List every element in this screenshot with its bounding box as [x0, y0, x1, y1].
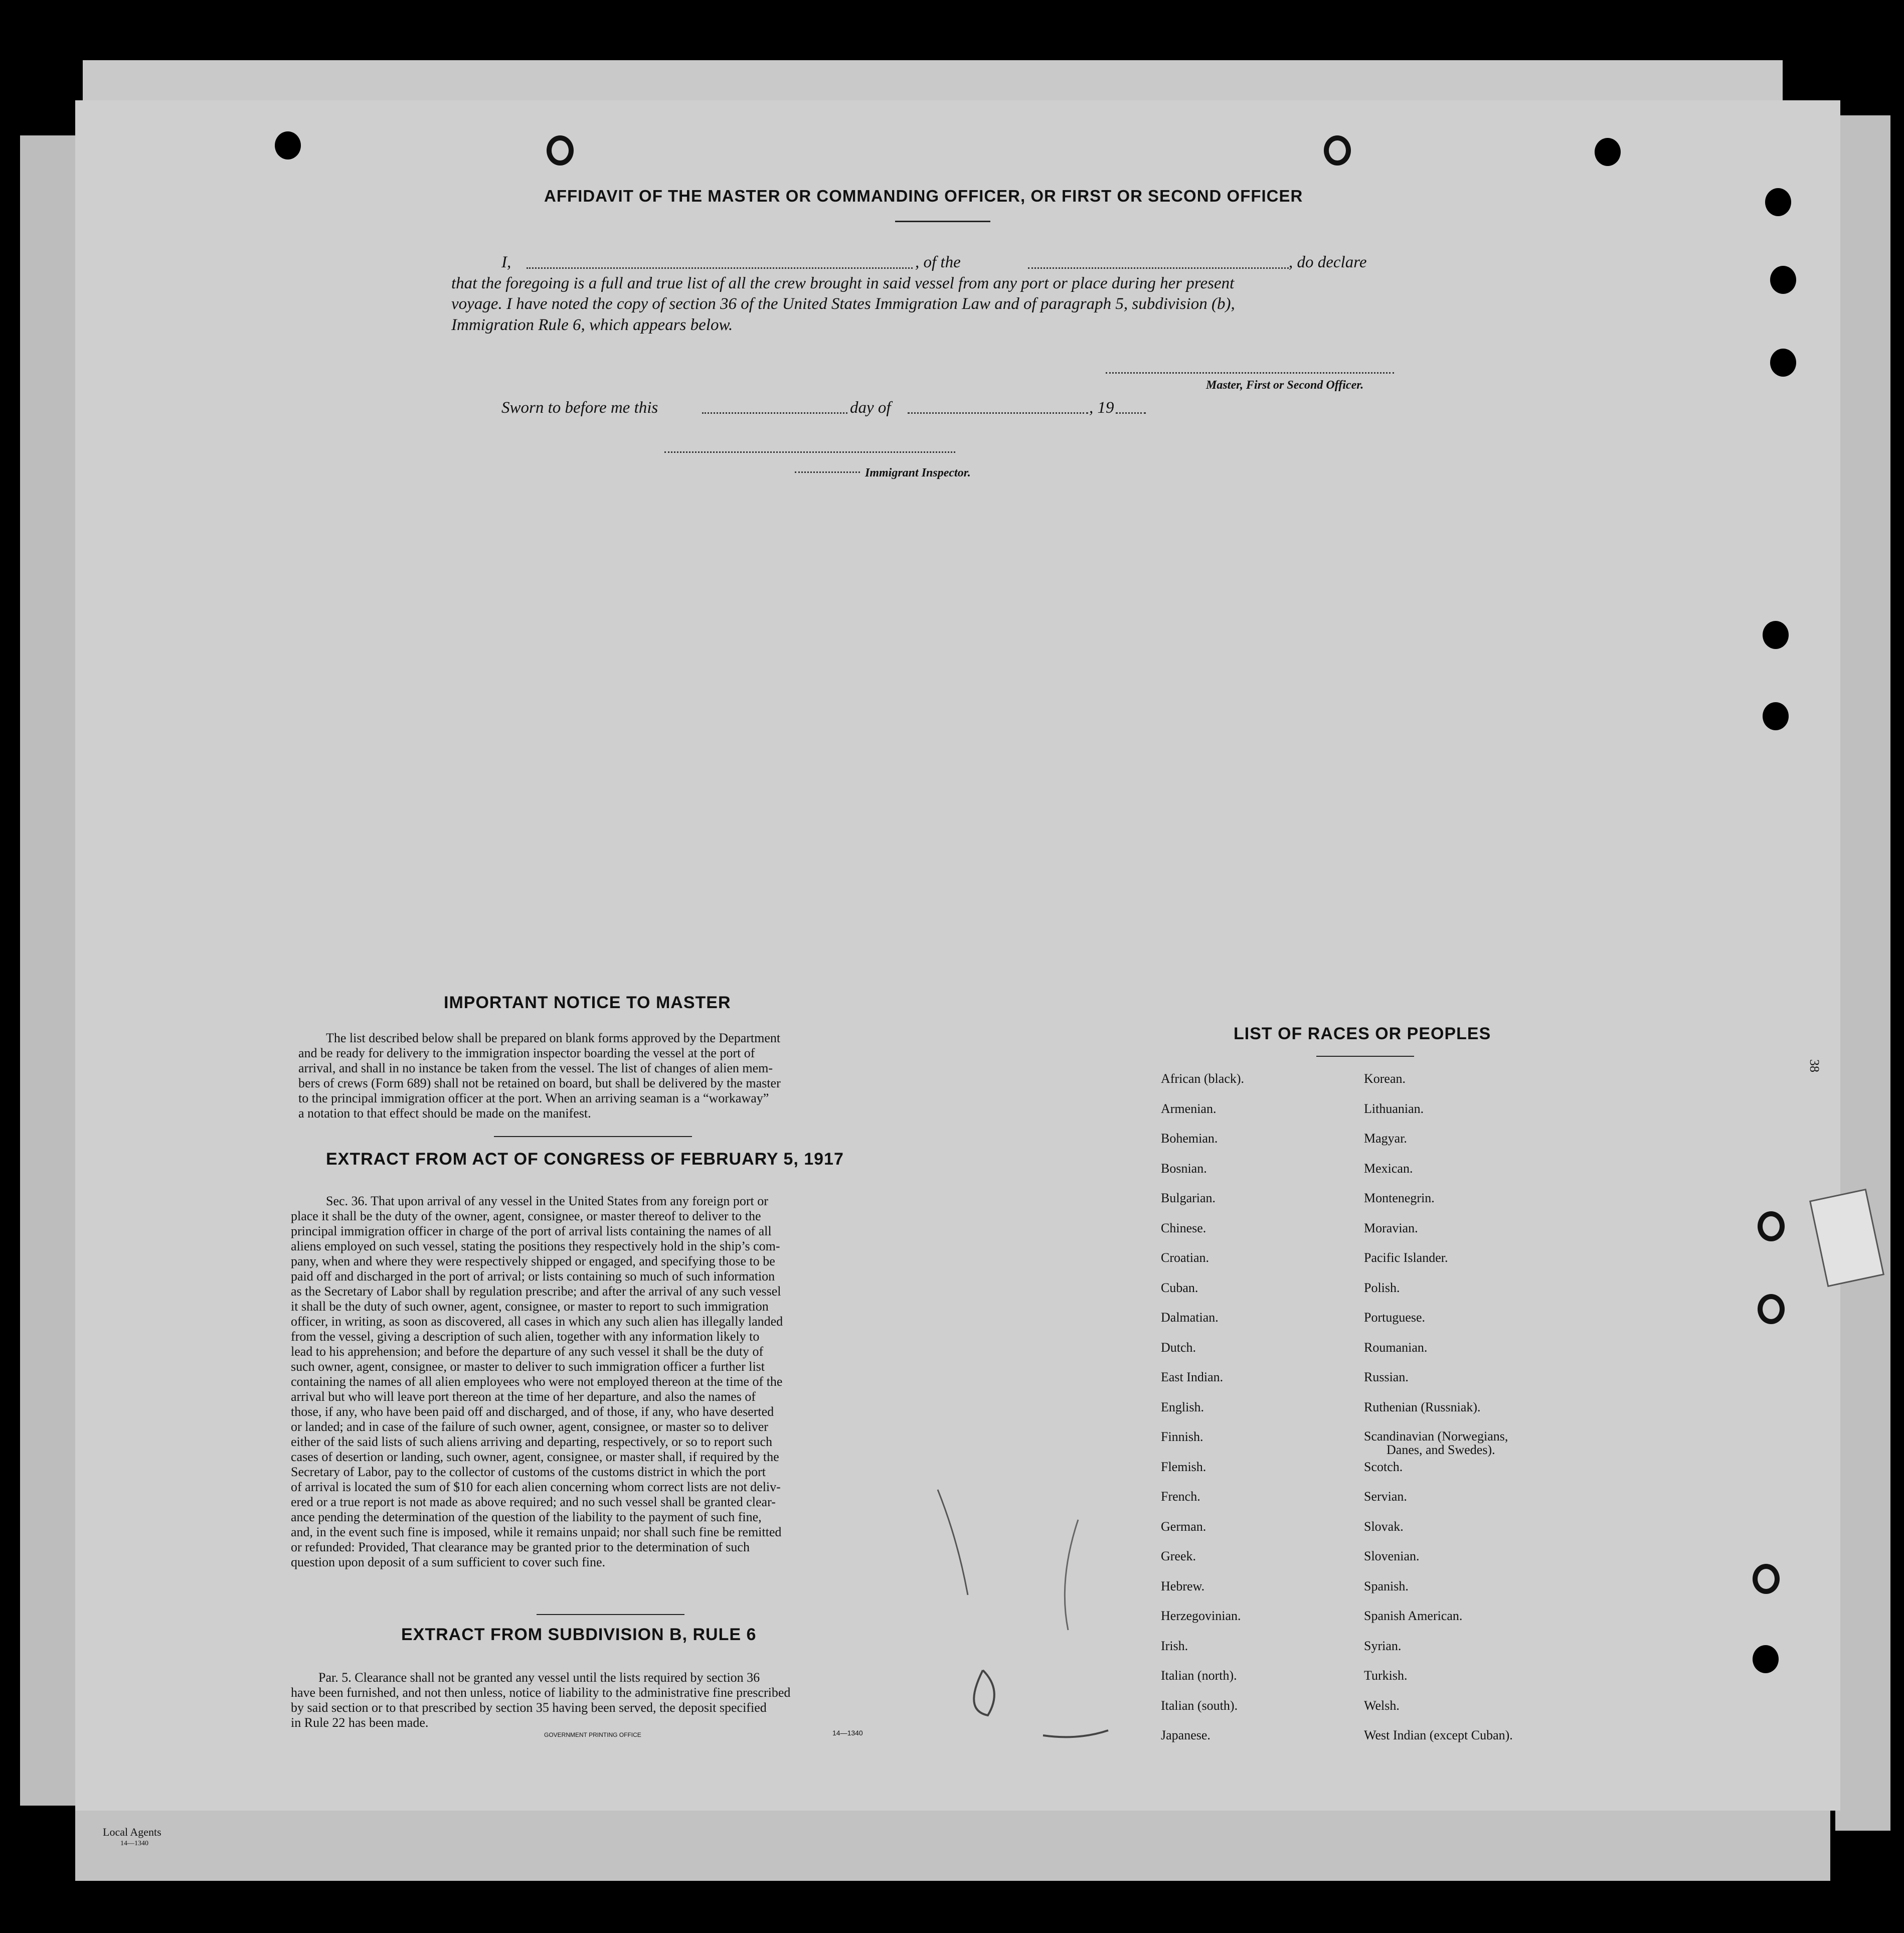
- rule-line: in Rule 22 has been made.: [291, 1715, 429, 1730]
- race-item: East Indian.: [1161, 1370, 1224, 1384]
- race-item: Bulgarian.: [1161, 1191, 1216, 1205]
- sworn-day-field[interactable]: [702, 412, 847, 414]
- act-line: question upon deposit of a sum sufficient to cover such fine.: [291, 1555, 606, 1569]
- punch-hole: [1758, 1211, 1785, 1241]
- races-right-column: [1364, 1071, 1513, 1758]
- rule-title: EXTRACT FROM SUBDIVISION B, RULE 6: [401, 1625, 757, 1644]
- inspector-signature-prefix-field[interactable]: [795, 471, 860, 473]
- race-item: Pacific Islander.: [1364, 1250, 1448, 1265]
- race-item-continuation: Danes, and Swedes).: [1387, 1442, 1495, 1457]
- race-item: Servian.: [1364, 1489, 1407, 1504]
- race-item: Portuguese.: [1364, 1310, 1426, 1325]
- rule-body: [291, 1670, 883, 1730]
- affidavit-of-the: , of the: [915, 253, 961, 271]
- sworn-year-field[interactable]: [1116, 412, 1146, 414]
- race-item: Hebrew.: [1161, 1578, 1205, 1593]
- race-item: English.: [1161, 1399, 1204, 1414]
- punch-hole: [275, 131, 301, 159]
- act-line: and, in the event such fine is imposed, while it remains unpaid; nor shall such fine be remitted: [291, 1525, 782, 1539]
- race-item: Slovenian.: [1364, 1549, 1420, 1563]
- master-signature-label: Master, First or Second Officer.: [1206, 379, 1364, 392]
- divider: [895, 221, 990, 222]
- punch-hole: [1770, 266, 1796, 294]
- vessel-name-field[interactable]: [1028, 267, 1289, 269]
- act-line: either of the said lists of such aliens arriving and departing, respectively, or so to report such: [291, 1434, 773, 1449]
- rule-line: Par. 5. Clearance shall not be granted any vessel until the lists required by section 36: [318, 1670, 760, 1685]
- race-item: Flemish.: [1161, 1459, 1206, 1474]
- race-item: Mexican.: [1364, 1161, 1413, 1176]
- race-item: Magyar.: [1364, 1131, 1407, 1146]
- inspector-signature-field[interactable]: [664, 451, 955, 453]
- act-line: officer, in writing, as soon as discovered, all cases in which any such alien has illegally landed: [291, 1314, 783, 1329]
- notice-line: and be ready for delivery to the immigration inspector boarding the vessel at the port of: [298, 1046, 755, 1060]
- race-item: Syrian.: [1364, 1638, 1402, 1653]
- race-item: Italian (south).: [1161, 1698, 1238, 1713]
- form-number: 14—1340: [832, 1729, 863, 1737]
- back-sheet-right: [1835, 115, 1890, 1831]
- act-line: those, if any, who have been paid off and discharged, and of those, if any, who have deserted: [291, 1404, 774, 1419]
- race-item: Bohemian.: [1161, 1131, 1218, 1146]
- race-item: Spanish American.: [1364, 1608, 1463, 1623]
- act-line: such owner, agent, consignee, or master to deliver to such immigration officer a further list: [291, 1359, 765, 1374]
- act-line: cases of desertion or landing, such owner, agent, consignee, or master shall, if required by the: [291, 1449, 779, 1464]
- act-line: paid off and discharged in the port of arrival; or lists containing so much of such information: [291, 1269, 775, 1283]
- affidavit-line-2: that the foregoing is a full and true list of all the crew brought in said vessel from any port or place during her present: [451, 274, 1235, 292]
- act-line: place it shall be the duty of the owner, agent, consignee, or master thereof to deliver to the: [291, 1209, 761, 1223]
- race-item: Slovak.: [1364, 1519, 1404, 1534]
- affidavit-line-4: Immigration Rule 6, which appears below.: [451, 316, 733, 334]
- notice-line: a notation to that effect should be made on the manifest.: [298, 1106, 591, 1120]
- race-item: Montenegrin.: [1364, 1191, 1435, 1205]
- race-item: Welsh.: [1364, 1698, 1400, 1713]
- act-line: as the Secretary of Labor shall by regulation prescribe; and after the arrival of any such vessel: [291, 1284, 781, 1299]
- notice-line: The list described below shall be prepared on blank forms approved by the Department: [326, 1031, 781, 1045]
- punch-hole: [1758, 1294, 1785, 1324]
- race-item-text: Scandinavian (Norwegians,: [1364, 1429, 1508, 1443]
- race-item: Dutch.: [1161, 1340, 1196, 1355]
- race-item: Turkish.: [1364, 1668, 1408, 1683]
- sworn-prefix: Sworn to before me this: [501, 399, 658, 417]
- local-agents-form: 14—1340: [120, 1840, 148, 1847]
- race-item: French.: [1161, 1489, 1200, 1504]
- race-item: Croatian.: [1161, 1250, 1209, 1265]
- act-line: Sec. 36. That upon arrival of any vessel in the United States from any foreign port or: [326, 1194, 768, 1208]
- rule-line: by said section or to that prescribed by section 35 having been served, the deposit specified: [291, 1700, 767, 1715]
- back-sheet-bottom: [75, 1806, 1830, 1881]
- race-item: Italian (north).: [1161, 1668, 1237, 1683]
- race-item: Scotch.: [1364, 1459, 1403, 1474]
- race-item: Irish.: [1161, 1638, 1188, 1653]
- race-item: [1364, 1429, 1513, 1460]
- notice-line: arrival, and shall in no instance be taken from the vessel. The list of changes of alien mem-: [298, 1061, 773, 1075]
- page-number: 38: [1807, 1059, 1822, 1072]
- sworn-day-label: day of: [850, 399, 891, 417]
- races-left-column: [1161, 1071, 1244, 1758]
- inspector-signature-label: Immigrant Inspector.: [865, 466, 971, 479]
- sworn-year-label: , 19: [1089, 399, 1114, 417]
- race-item: Polish.: [1364, 1280, 1400, 1295]
- notice-line: bers of crews (Form 689) shall not be retained on board, but shall be delivered by the master: [298, 1076, 781, 1090]
- act-line: aliens employed on such vessel, stating the positions they respectively hold in the ship’s com-: [291, 1239, 780, 1253]
- punch-hole: [1753, 1645, 1779, 1673]
- race-item: Spanish.: [1364, 1578, 1409, 1593]
- act-body: [291, 1194, 883, 1570]
- race-item: German.: [1161, 1519, 1206, 1534]
- race-item: Russian.: [1364, 1370, 1409, 1384]
- printer-imprint: GOVERNMENT PRINTING OFFICE: [544, 1731, 641, 1738]
- punch-hole: [1765, 188, 1791, 216]
- race-item: Armenian.: [1161, 1101, 1217, 1116]
- local-agents-label: Local Agents: [103, 1826, 161, 1838]
- race-item: Moravian.: [1364, 1220, 1418, 1235]
- punch-hole: [1324, 135, 1351, 166]
- affidavit-line-3: voyage. I have noted the copy of section 36 of the United States Immigration Law and of paragraph 5, subdivision (b),: [451, 295, 1235, 313]
- divider: [494, 1136, 692, 1137]
- race-item: Herzegovinian.: [1161, 1608, 1241, 1623]
- punch-hole: [1770, 349, 1796, 377]
- race-item: Ruthenian (Russniak).: [1364, 1399, 1481, 1414]
- act-line: lead to his apprehension; and before the departure of any such vessel it shall be the duty of: [291, 1344, 764, 1359]
- act-line: or refunded: Provided, That clearance may be granted prior to the determination of such: [291, 1540, 750, 1554]
- punch-hole: [1595, 138, 1621, 166]
- punch-hole: [1763, 702, 1789, 730]
- master-name-field[interactable]: [527, 267, 913, 269]
- races-title: LIST OF RACES OR PEOPLES: [1234, 1024, 1491, 1043]
- act-line: of arrival is located the sum of $10 for each alien concerning whom correct lists are not deliv-: [291, 1480, 781, 1494]
- sworn-month-field[interactable]: [908, 412, 1088, 414]
- race-item: African (black).: [1161, 1071, 1245, 1086]
- affidavit-i: I,: [501, 253, 511, 271]
- race-item: West Indian (except Cuban).: [1364, 1728, 1513, 1742]
- act-line: pany, when and where they were respectively shipped or engaged, and specifying those to be: [291, 1254, 775, 1268]
- divider: [537, 1614, 684, 1615]
- affidavit-title: AFFIDAVIT OF THE MASTER OR COMMANDING OFFICER, OR FIRST OR SECOND OFFICER: [544, 187, 1303, 205]
- punch-hole: [547, 135, 574, 166]
- act-line: from the vessel, giving a description of such alien, together with any information likely to: [291, 1329, 760, 1344]
- act-line: containing the names of all alien employees who were not employed thereon at the time of the: [291, 1374, 783, 1389]
- act-line: or landed; and in case of the failure of such owner, agent, consignee, or master so to deliver: [291, 1419, 768, 1434]
- notice-title: IMPORTANT NOTICE TO MASTER: [444, 993, 731, 1012]
- master-signature-field[interactable]: [1106, 372, 1394, 374]
- punch-hole: [1763, 621, 1789, 649]
- act-line: Secretary of Labor, pay to the collector of customs of the customs district in which the port: [291, 1465, 766, 1479]
- race-item: Cuban.: [1161, 1280, 1198, 1295]
- affidavit-declare: , do declare: [1289, 253, 1367, 271]
- race-item: Korean.: [1364, 1071, 1406, 1086]
- pencil-mark: [928, 1480, 1138, 1750]
- act-line: ered or a true report is not made as above required; and no such vessel shall be granted clear-: [291, 1495, 776, 1509]
- act-title: EXTRACT FROM ACT OF CONGRESS OF FEBRUARY 5, 1917: [326, 1150, 844, 1169]
- race-item: Roumanian.: [1364, 1340, 1428, 1355]
- race-item: Japanese.: [1161, 1728, 1210, 1742]
- act-line: principal immigration officer in charge of the port of arrival lists containing the names of all: [291, 1224, 772, 1238]
- rule-line: have been furnished, and not then unless, notice of liability to the administrative fine prescribed: [291, 1685, 791, 1700]
- divider: [1316, 1056, 1414, 1057]
- act-line: it shall be the duty of such owner, agent, consignee, or master to report to such immigration: [291, 1299, 769, 1314]
- race-item: Finnish.: [1161, 1429, 1203, 1444]
- race-item: Bosnian.: [1161, 1161, 1207, 1176]
- race-item: Chinese.: [1161, 1220, 1206, 1235]
- race-item: Dalmatian.: [1161, 1310, 1219, 1325]
- notice-body: [298, 1031, 888, 1121]
- race-item: Greek.: [1161, 1549, 1196, 1563]
- act-line: arrival but who will leave port thereon at the time of her departure, and also the names of: [291, 1389, 756, 1404]
- notice-line: to the principal immigration officer at the port. When an arriving seaman is a “workaway”: [298, 1091, 769, 1105]
- race-item: Lithuanian.: [1364, 1101, 1424, 1116]
- act-line: ance pending the determination of the question of the liability to the payment of such fine,: [291, 1510, 762, 1524]
- punch-hole: [1753, 1564, 1780, 1594]
